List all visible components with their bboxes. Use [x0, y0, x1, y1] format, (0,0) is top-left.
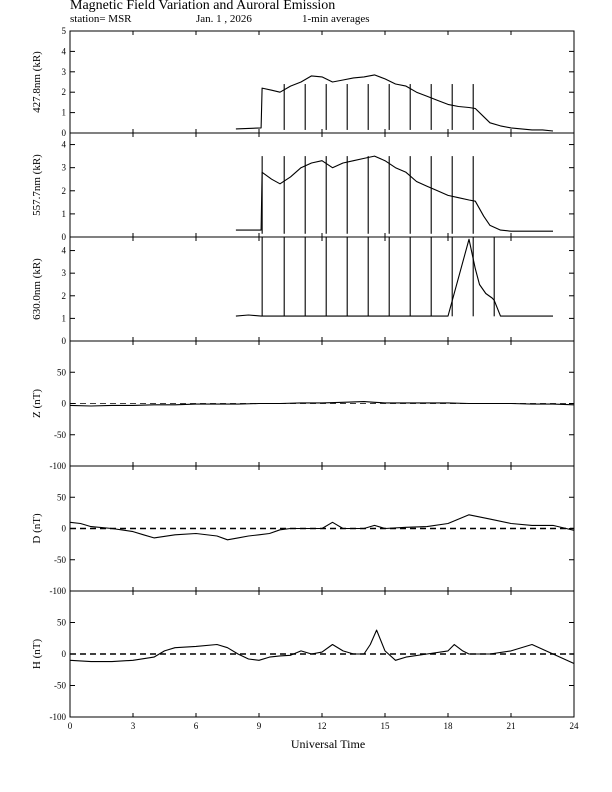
series-line [70, 630, 574, 663]
x-tick-label: 6 [193, 721, 199, 731]
y-tick-label: 1 [61, 313, 66, 324]
panel-p6300 [31, 237, 574, 346]
x-tick-label: 12 [317, 721, 327, 731]
y-axis-label: H (nT) [31, 638, 43, 670]
y-tick-label: 50 [57, 367, 66, 378]
x-tick-label: 15 [380, 721, 390, 731]
y-tick-label: 4 [61, 245, 66, 256]
x-tick-label: 18 [443, 721, 453, 731]
chart-title: Magnetic Field Variation and Auroral Emission [70, 0, 336, 13]
y-tick-label: 3 [61, 162, 66, 173]
x-tick-label: 9 [256, 721, 262, 731]
series-line [70, 515, 574, 540]
panel-pZ [31, 341, 574, 471]
x-tick-label: 21 [506, 721, 516, 731]
series-line [236, 75, 553, 131]
y-tick-label: 2 [61, 290, 66, 301]
y-tick-label: 0 [61, 232, 66, 242]
y-tick-label: 2 [61, 185, 66, 196]
y-tick-label: -50 [54, 429, 66, 440]
panel-p4278 [31, 26, 574, 138]
y-tick-label: 50 [57, 492, 66, 503]
y-tick-label: 5 [61, 26, 66, 36]
y-tick-label: 3 [61, 268, 66, 279]
averaging-label: 1-min averages [302, 13, 370, 25]
date-label: Jan. 1 , 2026 [196, 13, 252, 25]
panel-frame [70, 133, 574, 237]
y-tick-label: 0 [61, 649, 66, 659]
y-axis-label: 427.8nm (kR) [31, 51, 43, 113]
y-tick-label: 0 [61, 398, 66, 409]
y-axis-label: 557.7nm (kR) [31, 154, 43, 216]
y-tick-label: 3 [61, 66, 66, 77]
y-tick-label: -100 [49, 586, 66, 596]
x-tick-label: 24 [569, 721, 579, 731]
x-tick-label: 0 [67, 721, 73, 731]
panel-frame [70, 31, 574, 133]
y-tick-label: 50 [57, 617, 66, 628]
panel-pD [31, 466, 574, 596]
panel-pH [31, 591, 574, 722]
y-tick-label: 0 [61, 523, 66, 534]
y-tick-label: 4 [61, 46, 66, 57]
y-tick-label: 0 [61, 336, 66, 346]
panel-frame [70, 237, 574, 341]
y-tick-label: 2 [61, 87, 66, 98]
x-axis-label: Universal Time [290, 737, 366, 751]
y-tick-label: -100 [49, 712, 66, 722]
y-tick-label: 4 [61, 139, 66, 150]
y-axis-label: Z (nT) [31, 388, 43, 419]
x-tick-label: 3 [130, 721, 136, 731]
y-tick-label: 1 [61, 208, 66, 219]
y-tick-label: 0 [61, 128, 66, 138]
series-line [236, 156, 553, 231]
station-label: station= MSR [70, 13, 132, 25]
y-tick-label: -100 [49, 461, 66, 471]
y-tick-label: -50 [54, 554, 66, 565]
panels [31, 26, 574, 722]
y-tick-label: 1 [61, 107, 66, 118]
panel-p5577 [31, 133, 574, 242]
y-tick-label: -50 [54, 680, 66, 691]
x-axis [68, 721, 579, 731]
y-axis-label: 630.0nm (kR) [31, 258, 43, 320]
y-axis-label: D (nT) [31, 513, 43, 544]
series-line [236, 239, 553, 316]
